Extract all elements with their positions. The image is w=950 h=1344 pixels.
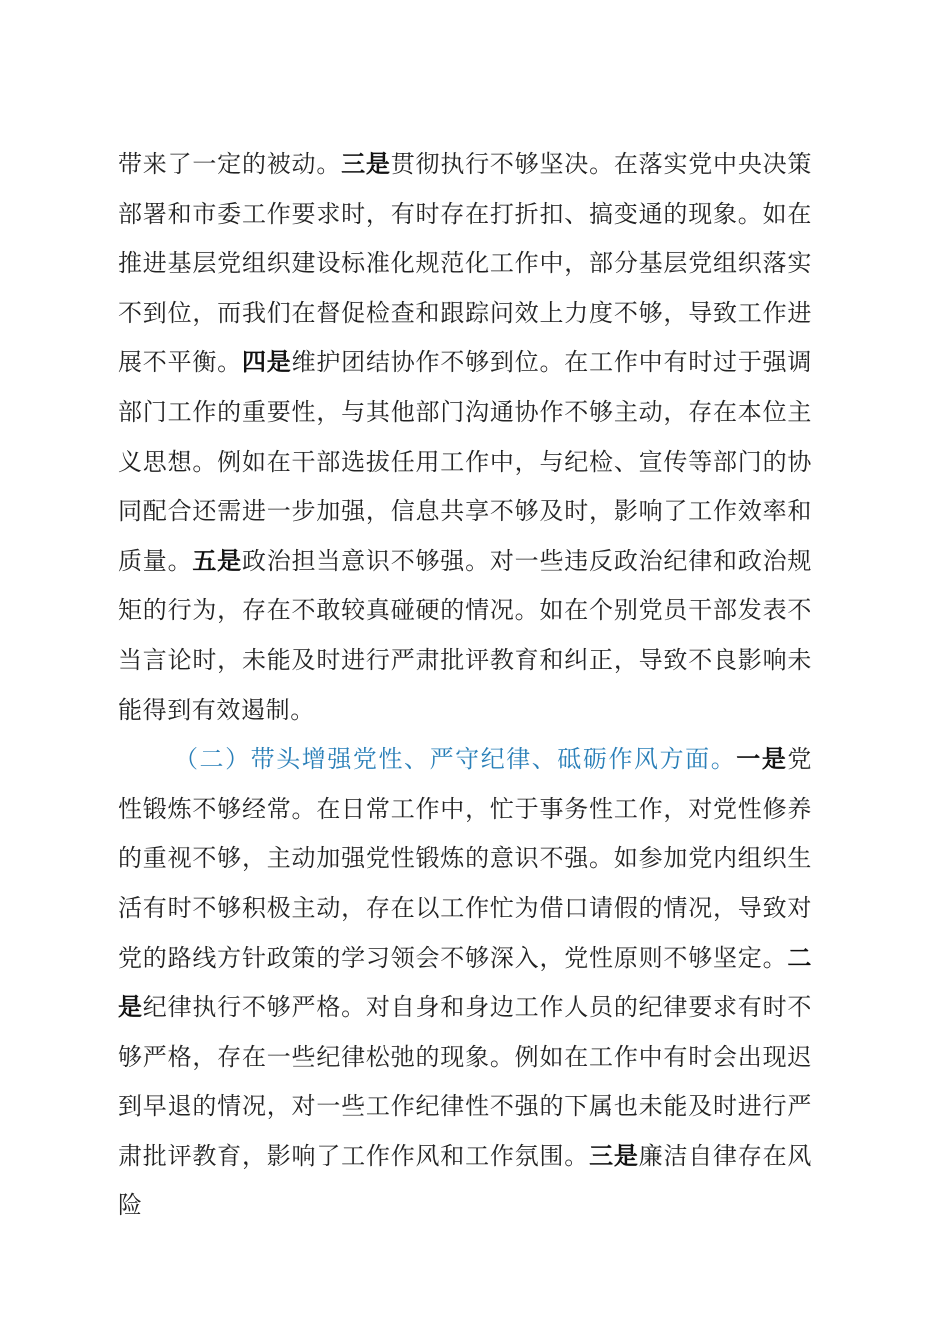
- paragraph-text: 廉洁自律存在风险: [118, 1141, 813, 1220]
- keyword-wu-shi: 五是: [192, 546, 242, 575]
- document-body: [118, 140, 812, 1231]
- paragraph-text: 贯彻执行不够坚决。在落实党中央决策部署和市委工作要求时，有时存在打折扣、搞变通的现象。如在推进基层党组织建设标准化规范化工作中，部分基层党组织落实不到位，而我们在督促检查和跟踪问效上力度不够，导致工作进展不平衡。: [118, 150, 813, 377]
- keyword-yi-shi: 一是: [736, 745, 788, 774]
- paragraph-text: 党性锻炼不够经常。在日常工作中，忙于事务性工作，对党性修养的重视不够，主动加强党性锻炼的意识不强。如参加党内组织生活有时不够积极主动，存在以工作忙为借口请假的情况，导致对党的路线方针政策的学习领会不够深入，党性原则不够坚定。: [118, 745, 813, 972]
- paragraph-text: 维护团结协作不够到位。在工作中有时过于强调部门工作的重要性，与其他部门沟通协作不够主动，存在本位主义思想。例如在干部选拔任用工作中，与纪检、宣传等部门的协同配合还需进一步加强，信息共享不够及时，影响了工作效率和质量。: [118, 348, 813, 575]
- paragraph-1: [118, 140, 812, 735]
- keyword-si-shi: 四是: [241, 348, 292, 377]
- paragraph-text: 政治担当意识不够强。对一些违反政治纪律和政治规矩的行为，存在不敢较真碰硬的情况。如在个别党员干部发表不当言论时，未能及时进行严肃批评教育和纠正，导致不良影响未能得到有效遏制。: [118, 546, 812, 724]
- paragraph-text: 纪律执行不够严格。对自身和身边工作人员的纪律要求有时不够严格，存在一些纪律松弛的现象。例如在工作中有时会出现迟到早退的情况，对一些工作纪律性不强的下属也未能及时进行严肃批评教育，影响了工作作风和工作氛围。: [118, 993, 812, 1170]
- paragraph-2: [118, 735, 812, 1231]
- keyword-san-shi: 三是: [341, 150, 391, 178]
- section-heading: （二）带头增强党性、严守纪律、砥砺作风方面。: [174, 745, 737, 774]
- keyword-san-shi: 三是: [589, 1141, 639, 1170]
- keyword-er-shi: 二是: [118, 943, 812, 1022]
- paragraph-text: 带来了一定的被动。: [118, 150, 342, 178]
